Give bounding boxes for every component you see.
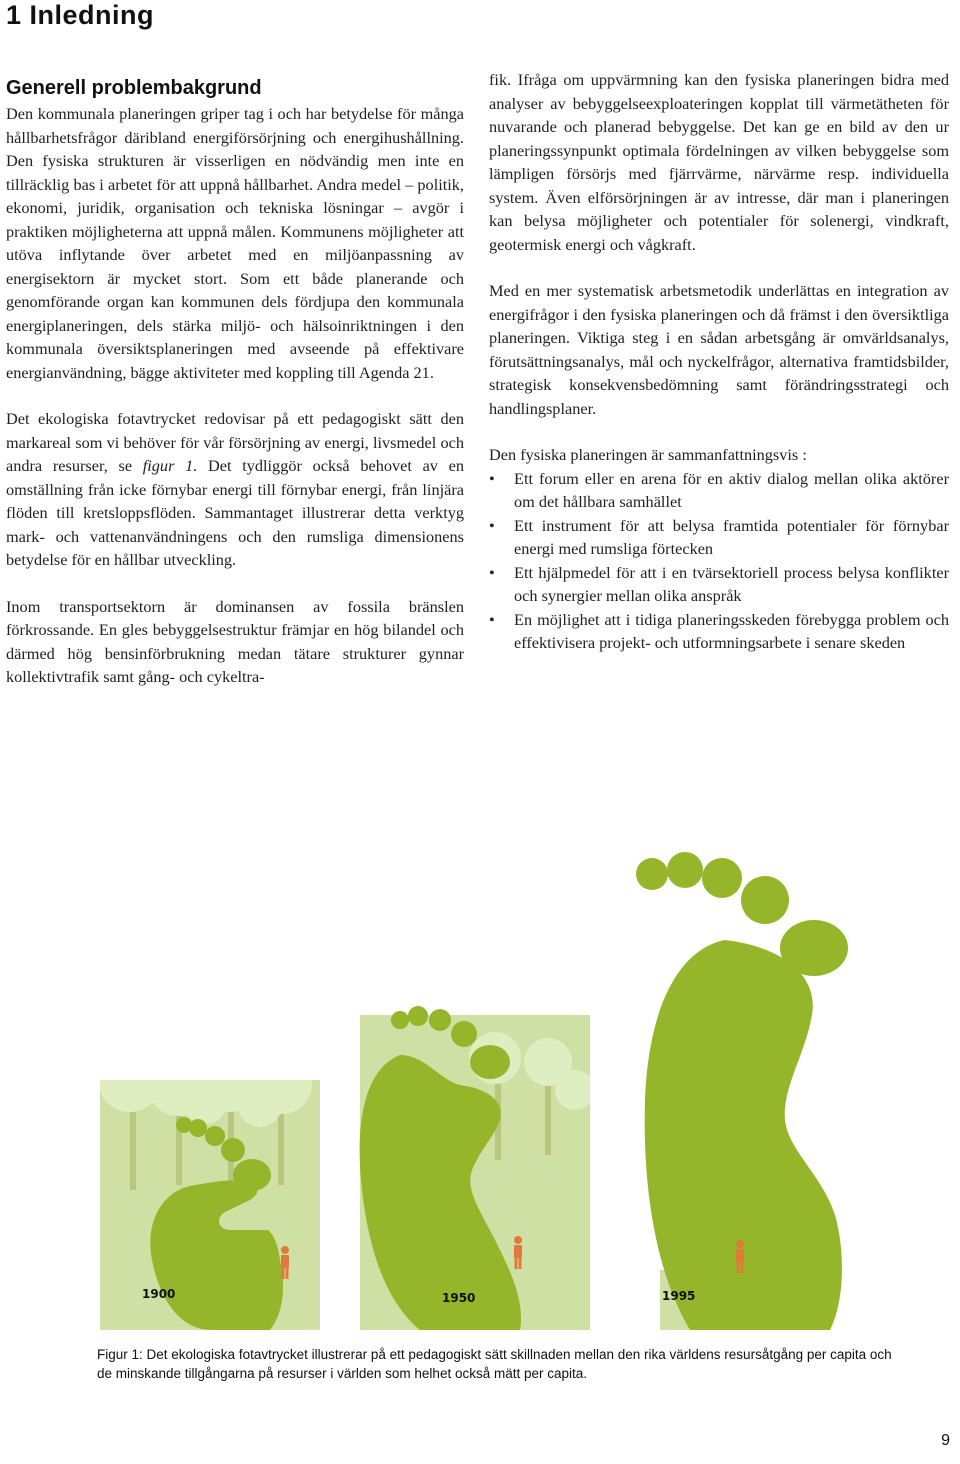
- paragraph-text: Det ekologiska fotavtrycket redovisar på ett pedagogiskt sätt den markareal som vi behöver för vår försörjning av energi, livsmedel och andra resurser, se: [6, 409, 464, 475]
- section-heading: Generell problembakgrund: [6, 77, 262, 99]
- paragraph-methodology: Med en mer systematisk arbetsmetodik underlättas en integration av energifrågor i den fysiska planeringen och då främst i den översiktliga planeringen. Viktiga steg i en sådan arbetsgång är omvärldsanalys, förutsättningsanalys, mål och nyckelfrågor, alternativa framtidsbilder, strategisk konsekvensbedömning samt förändringsstrategi och handlingsplaner.: [489, 281, 949, 418]
- paragraph-transport: Inom transportsektorn är dominansen av fossila bränslen förkrossande. En gles bebyggelsestruktur främjar en hög bilandel och därmed hög bensinförbrukning medan tätare strukturer gynnar kollektivtrafik samt gång- och cykeltra-: [6, 596, 464, 686]
- list-item-text: En möjlighet att i tidiga planeringsskeden förebygga problem och effektivisera projekt- och utformningsarbete i senare skeden: [514, 609, 949, 652]
- paragraph-text: Det tydliggör också behovet av en omställning från icke förnybar energi till förnybar energi, från linjära flöden till kretsloppsflöden. Sammantaget illustrerar detta verktyg mark- och vattenanvändningens och den rumsliga dimensionens betydelse för en hållbar utveckling.: [6, 456, 464, 569]
- year-label-1900: 1900: [142, 1287, 176, 1301]
- panel-1900: [100, 1048, 320, 1330]
- foot-toe: [636, 858, 668, 890]
- foot-toe: [451, 1021, 477, 1047]
- list-item-text: Ett forum eller en arena för en aktiv dialog mellan olika aktörer om det hållbara samhället: [514, 468, 949, 511]
- list-item: [489, 608, 949, 655]
- paragraph-ecological-footprint: [6, 407, 464, 572]
- foot-toe: [233, 1159, 271, 1191]
- foot-toe: [221, 1138, 245, 1162]
- bullet-marker: •: [489, 515, 495, 535]
- foot-toe: [780, 920, 848, 976]
- paragraph-problem-background: Den kommunala planeringen griper tag i och har betydelse för många hållbarhetsfrågor däribland energiförsörjning och energihushållning. Den fysiska strukturen är visserligen en nödvändig men inte en tillräcklig bas i arbetet för att uppnå hållbarhet. Andra medel – politik, ekonomi, juridik, organisation och tekniska lösningar – avgör i praktiken möjligheterna att uppnå målen. Kommunens möjligheter att utöva inflytande över arbetet med en miljöanpassning av energisektorn är mycket stort. Som ett både planerande och genomförande organ kan kommunen dels fördjupa den kommunala energiplaneringen, dels stärka miljö- och hälsoinriktningen i den kommunala översiktsplaneringen med avseende på effektivare energianvändning, bägge aktiviteter med koppling till Agenda 21.: [6, 104, 464, 382]
- left-column: [6, 76, 464, 712]
- list-item: [489, 514, 949, 561]
- tree-crown: [183, 1080, 227, 1124]
- foot-toe: [429, 1009, 451, 1031]
- chapter-title: 1 Inledning: [6, 0, 155, 30]
- footprint-illustration: [100, 830, 860, 1330]
- bullet-marker: •: [489, 609, 495, 629]
- right-column: [489, 68, 949, 655]
- list-item: [489, 467, 949, 514]
- foot-toe: [702, 858, 742, 898]
- year-label-1950: 1950: [442, 1291, 476, 1305]
- list-item-text: Ett instrument för att belysa framtida potentialer för förnybar energi med rumsliga förtecken: [514, 515, 949, 558]
- tree-crown: [555, 1070, 595, 1110]
- bullet-list: [489, 467, 949, 655]
- tree-crown: [238, 1083, 282, 1127]
- list-item-text: Ett hjälpmedel för att i en tvärsektoriell process belysa konflikter och synergier mellan olika anspråk: [514, 562, 949, 605]
- foot-toe: [408, 1006, 428, 1026]
- list-item: [489, 561, 949, 608]
- paragraph-heating: fik. Ifråga om uppvärmning kan den fysiska planeringen bidra med analyser av bebyggelseexploateringen kopplat till värmetätheten för nuvarande och planerad bebyggelse. Det kan ge en bild av den ur planeringssynpunkt optimala fördelningen av vilken bebyggelse som lämpligen försörjs med fjärrvärme, närvärme resp. individuella system. Även elförsörjningen är av intresse, där man i planeringen kan belysa möjligheter och potentialer för solenergi, vindkraft, geotermisk energi och vågkraft.: [489, 70, 949, 254]
- list-intro: Den fysiska planeringen är sammanfattningsvis :: [489, 445, 807, 464]
- foot-toe: [189, 1119, 207, 1137]
- figure-reference: figur 1.: [142, 456, 198, 475]
- foot-toe: [470, 1045, 510, 1079]
- figure-caption: Figur 1: Det ekologiska fotavtrycket illustrerar på ett pedagogiskt sätt skillnaden mellan den rika världens resursåtgång per capita och de minskande tillgångarna på resurser i världen som helhet också mätt per capita.: [97, 1347, 892, 1381]
- foot-toe: [176, 1117, 192, 1133]
- foot-toe: [205, 1126, 225, 1146]
- page-number: 9: [941, 1432, 950, 1449]
- bullet-marker: •: [489, 562, 495, 582]
- foot-toe: [391, 1011, 409, 1029]
- year-label-1995: 1995: [662, 1289, 696, 1303]
- panel-1995: [636, 852, 848, 1330]
- panel-1950: [360, 1006, 595, 1330]
- ecological-footprint-figure: [100, 830, 860, 1330]
- bullet-marker: •: [489, 468, 495, 488]
- foot-toe: [667, 852, 703, 888]
- foot-toe: [741, 876, 789, 924]
